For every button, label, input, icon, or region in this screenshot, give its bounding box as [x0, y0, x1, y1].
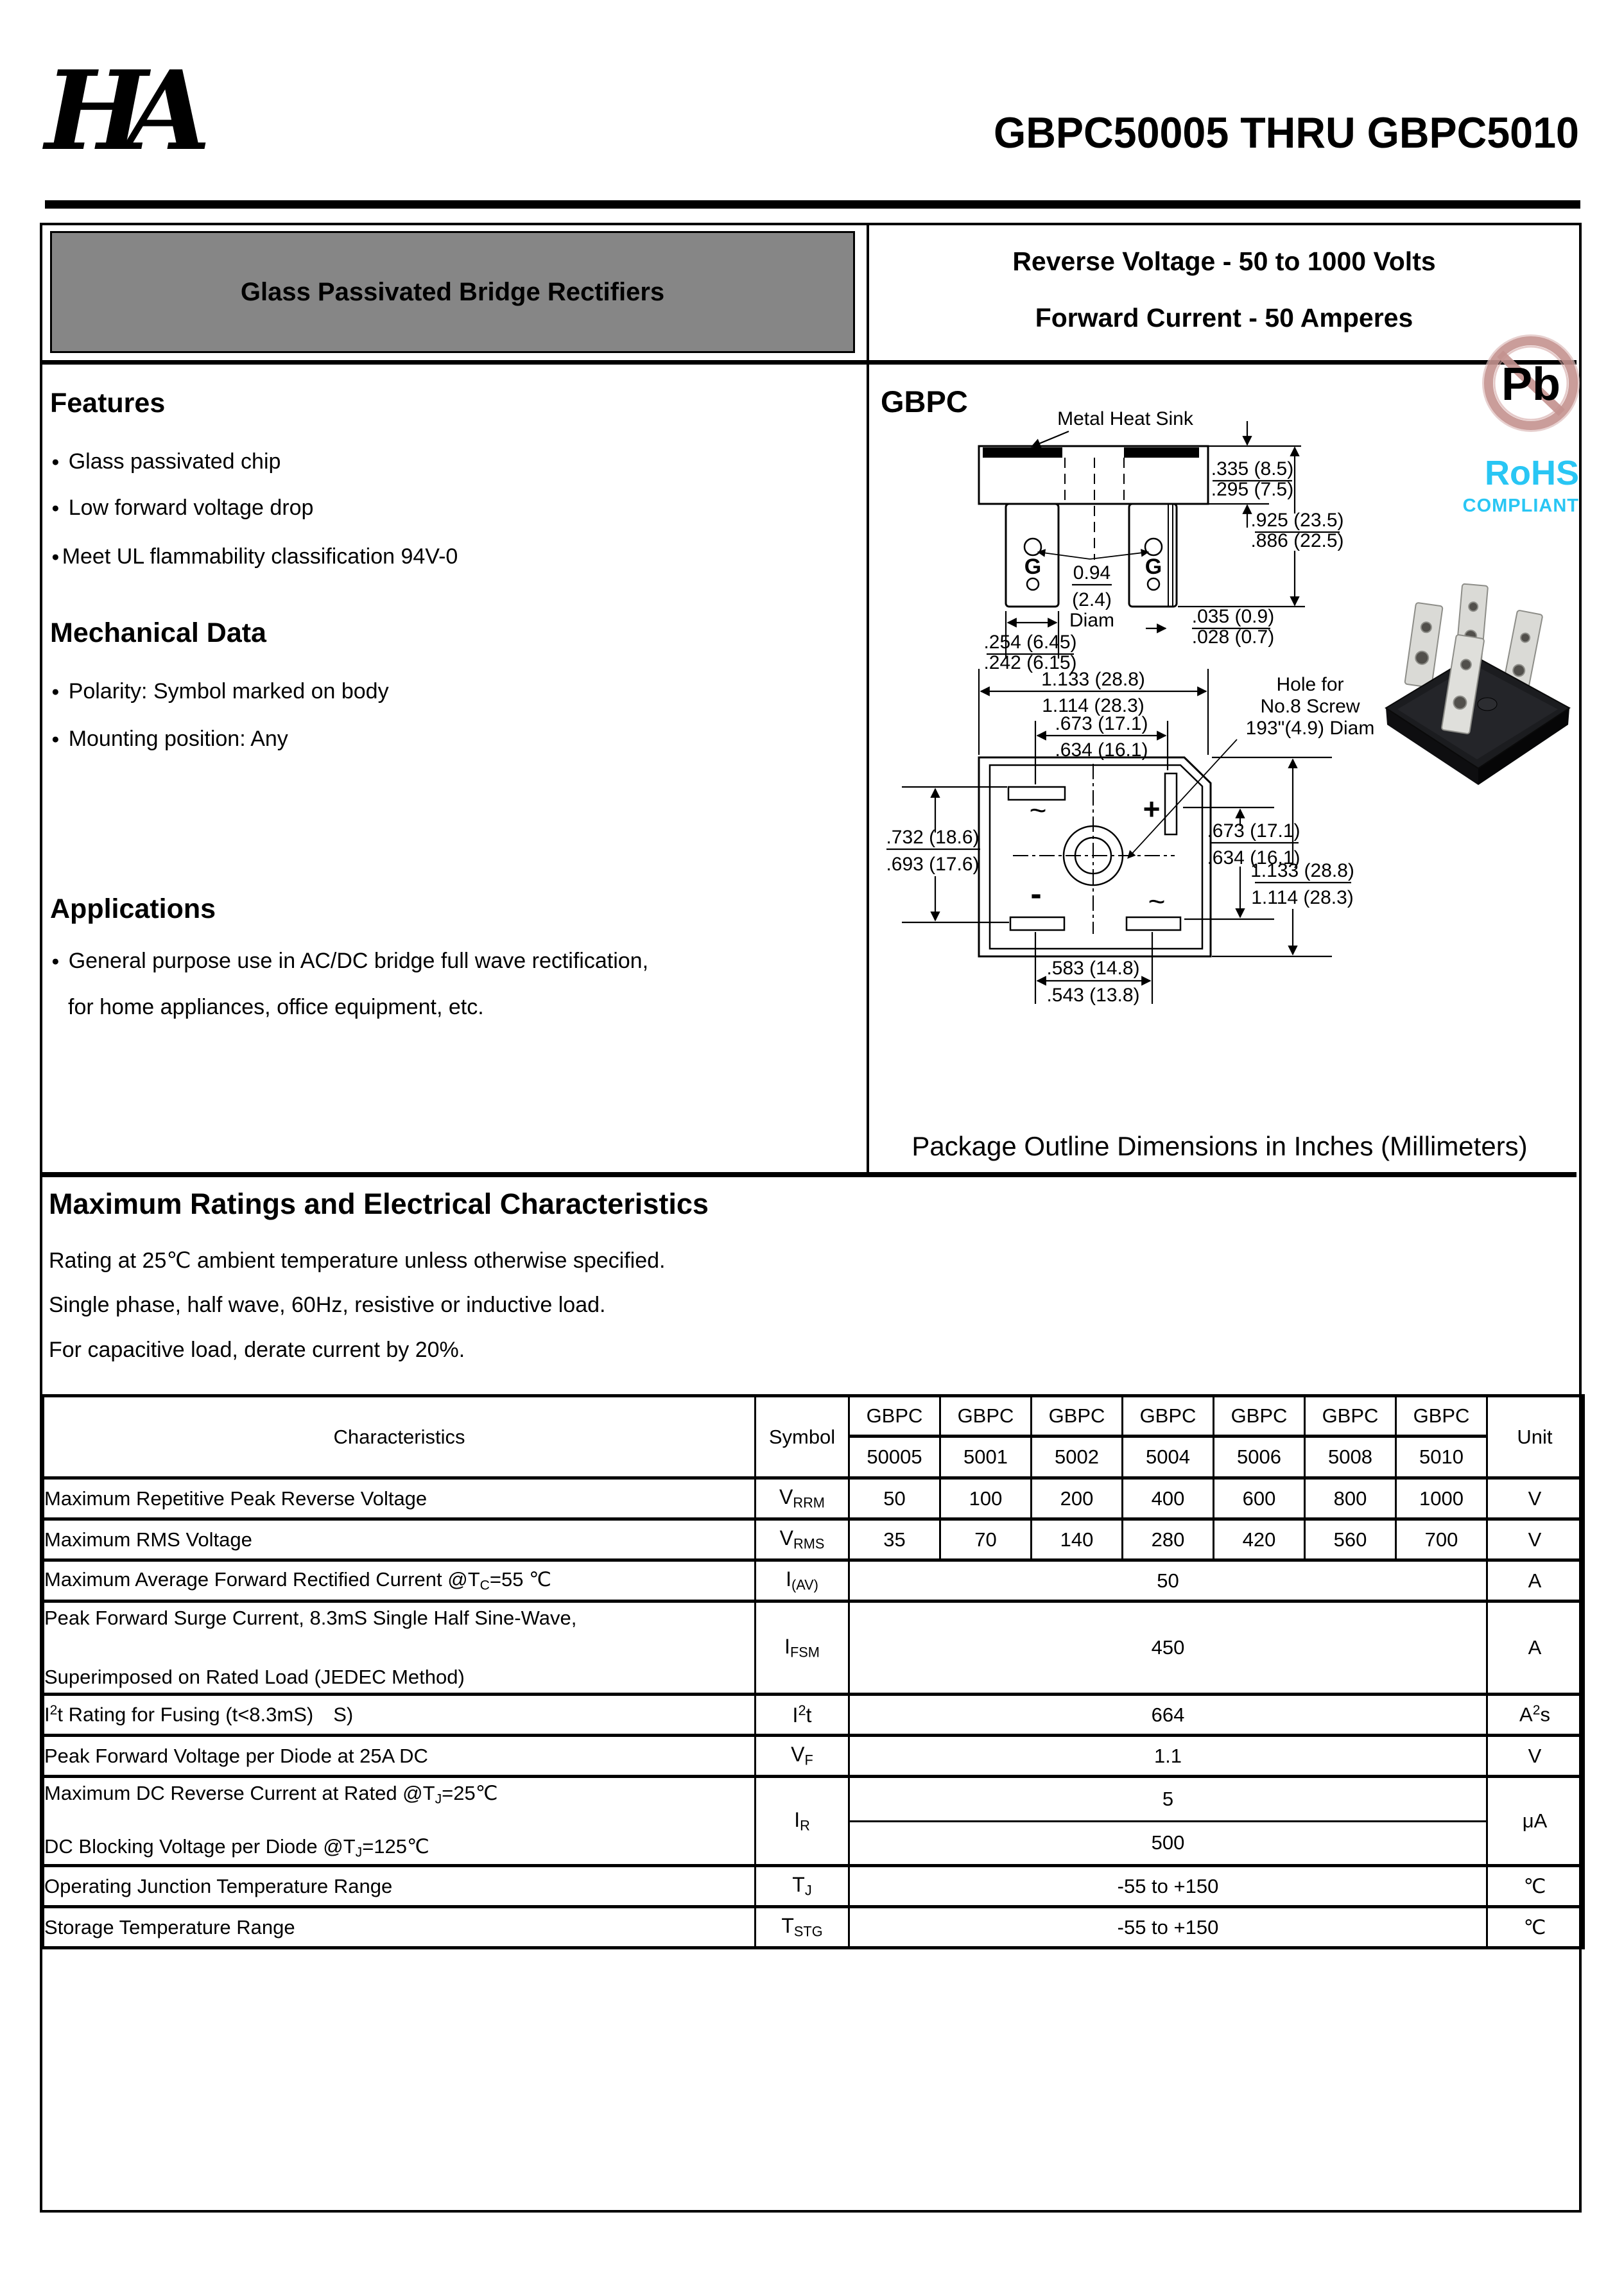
row-symbol: $I_{FSM}$ [756, 1601, 849, 1695]
col-header-characteristics: Characteristics [43, 1396, 756, 1478]
ratings-note: Rating at 25℃ ambient temperature unless otherwise specified. [49, 1248, 666, 1273]
row-value: 500 [849, 1821, 1487, 1866]
mechanical-item [51, 727, 288, 752]
row-value: 600 [1214, 1478, 1305, 1519]
row-label-line: Maximum DC Reverse Current at Rated $@T_J=25℃$ [44, 1782, 498, 1807]
row-label-line: DC Blocking Voltage per Diode $@T_J=125℃$ [44, 1834, 429, 1860]
row-value: 1.1 [849, 1736, 1487, 1777]
row-value: 1000 [1396, 1478, 1487, 1519]
dim-label: 0.94 [1073, 562, 1111, 583]
package-caption: Package Outline Dimensions in Inches (Millimeters) [911, 1131, 1528, 1161]
col-header-series: GBPC [849, 1396, 940, 1437]
row-unit: V [1487, 1478, 1584, 1519]
row-label: Storage Temperature Range [43, 1907, 756, 1948]
dim-label: Diam [1069, 610, 1115, 631]
dim-label: .028 (0.7) [1191, 626, 1275, 648]
dim-label: .925 (23.5) [1250, 510, 1344, 531]
col-header-model: 5001 [940, 1437, 1032, 1478]
dim-label: .543 (13.8) [1046, 985, 1140, 1006]
row-value: 50 [849, 1478, 940, 1519]
screw-hole-note: 193"(4.9) Diam [1245, 718, 1375, 739]
dim-label: .583 (14.8) [1046, 958, 1140, 979]
applications-heading: Applications [50, 893, 216, 924]
row-label [43, 1777, 756, 1866]
ac-terminal-symbol: ~ [1029, 793, 1047, 827]
table-row [43, 1866, 1584, 1907]
dim-label: (2.4) [1072, 589, 1112, 610]
col-header-series: GBPC [940, 1396, 1032, 1437]
mechanical-item [51, 679, 389, 704]
application-item [51, 949, 648, 974]
row-label-lines [44, 1603, 754, 1693]
reverse-voltage-line: Reverse Voltage - 50 to 1000 Volts [1012, 246, 1436, 276]
col-header-model: 50005 [849, 1437, 940, 1478]
table-header-row [43, 1396, 1584, 1437]
row-symbol: $V_{RRM}$ [756, 1478, 849, 1519]
table-row [43, 1478, 1584, 1519]
feature-item [51, 449, 281, 474]
mechanical-text: Polarity: Symbol marked on body [68, 679, 389, 703]
dim-label: .335 (8.5) [1211, 458, 1294, 479]
dim-label: .634 (16.1) [1055, 739, 1148, 761]
row-unit: ℃ [1487, 1907, 1584, 1948]
table-row [43, 1695, 1584, 1736]
feature-text: Meet UL flammability classification 94V-0 [62, 544, 458, 569]
row-label-lines [44, 1778, 754, 1864]
row-symbol: $I_R$ [756, 1777, 849, 1866]
dim-label: 1.133 (28.8) [1041, 669, 1145, 690]
row-value: 280 [1123, 1519, 1214, 1560]
col-header-series: GBPC [1123, 1396, 1214, 1437]
row-label: Maximum Repetitive Peak Reverse Voltage [43, 1478, 756, 1519]
row-label [43, 1601, 756, 1695]
pb-label: Pb [1501, 359, 1561, 410]
company-logo: HA [45, 47, 189, 175]
table-row [43, 1519, 1584, 1560]
product-banner-label: Glass Passivated Bridge Rectifiers [240, 277, 665, 306]
table-row [43, 1907, 1584, 1948]
col-header-series: GBPC [1214, 1396, 1305, 1437]
row-value: 70 [940, 1519, 1032, 1560]
dim-label: .295 (7.5) [1211, 479, 1294, 500]
row-value: 140 [1032, 1519, 1123, 1560]
row-label: $I^2t$ Rating for Fusing (t<8.3mS) S) [43, 1695, 756, 1736]
row-unit: A [1487, 1601, 1584, 1695]
dim-label: 1.114 (28.3) [1042, 695, 1145, 716]
col-header-model: 5008 [1305, 1437, 1396, 1478]
row-symbol: $V_F$ [756, 1736, 849, 1777]
dim-label: .634 (16.1) [1207, 847, 1300, 868]
page-title: GBPC50005 THRU GBPC5010 [994, 108, 1579, 157]
row-value: 800 [1305, 1478, 1396, 1519]
row-value: 560 [1305, 1519, 1396, 1560]
row-symbol: $I^2t$ [756, 1695, 849, 1736]
ac-terminal-symbol: ~ [1148, 885, 1166, 918]
col-header-model: 5002 [1032, 1437, 1123, 1478]
row-unit: ℃ [1487, 1866, 1584, 1907]
bullet-icon [51, 949, 60, 974]
table-row [43, 1736, 1584, 1777]
bullet-icon [51, 449, 60, 474]
package-name: GBPC [881, 384, 968, 419]
row-value: 420 [1214, 1519, 1305, 1560]
col-header-model: 5010 [1396, 1437, 1487, 1478]
heat-sink-arrow [1032, 431, 1069, 447]
table-row [43, 1601, 1584, 1695]
row-value: 35 [849, 1519, 940, 1560]
dim-label: .673 (17.1) [1055, 713, 1148, 734]
row-unit: A [1487, 1560, 1584, 1601]
ratings-table [41, 1394, 1585, 1949]
table-row [43, 1560, 1584, 1601]
dim-label: 1.133 (28.8) [1250, 860, 1354, 881]
bullet-icon [51, 496, 60, 521]
mechanical-text: Mounting position: Any [68, 727, 288, 751]
feature-text: Low forward voltage drop [68, 496, 314, 520]
product-banner [50, 231, 855, 353]
ratings-note: Single phase, half wave, 60Hz, resistive or inductive load. [49, 1293, 606, 1317]
title-rule [45, 200, 1580, 209]
row-value: 100 [940, 1478, 1032, 1519]
row-symbol: $T_{STG}$ [756, 1907, 849, 1948]
feature-text: Glass passivated chip [68, 449, 281, 474]
row-label-line: Peak Forward Surge Current, 8.3mS Single Half Sine-Wave, [44, 1607, 577, 1629]
row-label: Maximum Average Forward Rectified Current $@T_C=55$ ℃ [43, 1560, 756, 1601]
dim-label: .732 (18.6) [886, 827, 980, 848]
row-value: 700 [1396, 1519, 1487, 1560]
column-divider [867, 225, 869, 1174]
dim-label: .886 (22.5) [1250, 530, 1344, 551]
row-unit: V [1487, 1736, 1584, 1777]
row-symbol: $I_{(AV)}$ [756, 1560, 849, 1601]
row-value: 400 [1123, 1478, 1214, 1519]
dim-label: .693 (17.6) [886, 854, 980, 875]
package-photo [1377, 574, 1589, 786]
features-heading: Features [50, 388, 166, 419]
row-value: 450 [849, 1601, 1487, 1695]
col-header-series: GBPC [1305, 1396, 1396, 1437]
col-header-model: 5004 [1123, 1437, 1214, 1478]
rohs-label: RoHS [1485, 454, 1579, 492]
screw-hole-note: Hole for [1276, 674, 1344, 695]
application-text: General purpose use in AC/DC bridge full wave rectification, [68, 949, 649, 973]
ratings-heading: Maximum Ratings and Electrical Characteristics [49, 1187, 709, 1220]
row-label: Operating Junction Temperature Range [43, 1866, 756, 1907]
row-value: 5 [849, 1777, 1487, 1822]
dim-label: .242 (6.15) [983, 652, 1077, 673]
ratings-note: For capacitive load, derate current by 20%. [49, 1338, 465, 1362]
row-label: Maximum RMS Voltage [43, 1519, 756, 1560]
feature-item [51, 496, 313, 521]
bullet-icon [51, 679, 60, 704]
row-unit: μA [1487, 1777, 1584, 1866]
bullet-icon [51, 544, 60, 569]
row-symbol: $V_{RMS}$ [756, 1519, 849, 1560]
row-value: -55 to +150 [849, 1866, 1487, 1907]
dim-label: .035 (0.9) [1191, 606, 1275, 627]
dim-label: Metal Heat Sink [1057, 408, 1193, 429]
dim-label: 1.114 (28.3) [1251, 887, 1354, 908]
plus-terminal-symbol: + [1143, 792, 1161, 825]
application-text: for home appliances, office equipment, etc. [68, 995, 484, 1019]
table-row [43, 1777, 1584, 1822]
row-unit: V [1487, 1519, 1584, 1560]
application-item-continued [68, 995, 484, 1020]
row-unit: $A^2s$ [1487, 1695, 1584, 1736]
col-header-symbol: Symbol [756, 1396, 849, 1478]
col-header-model: 5006 [1214, 1437, 1305, 1478]
top-view-body [979, 757, 1211, 956]
forward-current-line: Forward Current - 50 Amperes [1035, 303, 1413, 332]
col-header-unit: Unit [1487, 1396, 1584, 1478]
bullet-icon [51, 727, 60, 752]
dim-label: .254 (6.45) [983, 632, 1077, 653]
g-terminal-label: G [1145, 555, 1162, 579]
row-value: 50 [849, 1560, 1487, 1601]
row-value: 664 [849, 1695, 1487, 1736]
col-header-series: GBPC [1396, 1396, 1487, 1437]
row-value: 200 [1032, 1478, 1123, 1519]
row-value: -55 to +150 [849, 1907, 1487, 1948]
col-header-series: GBPC [1032, 1396, 1123, 1437]
mechanical-heading: Mechanical Data [50, 617, 266, 648]
dim-label: .673 (17.1) [1207, 820, 1300, 842]
g-terminal-label: G [1024, 555, 1042, 579]
row-label-line: Superimposed on Rated Load (JEDEC Method) [44, 1666, 465, 1688]
feature-item [51, 544, 458, 569]
screw-hole-note: No.8 Screw [1260, 696, 1360, 717]
section-rule [42, 1172, 1576, 1177]
compliant-label: COMPLIANT [1462, 496, 1579, 516]
row-symbol: $T_J$ [756, 1866, 849, 1907]
row-label: Peak Forward Voltage per Diode at 25A DC [43, 1736, 756, 1777]
minus-terminal-symbol: - [1030, 876, 1042, 913]
